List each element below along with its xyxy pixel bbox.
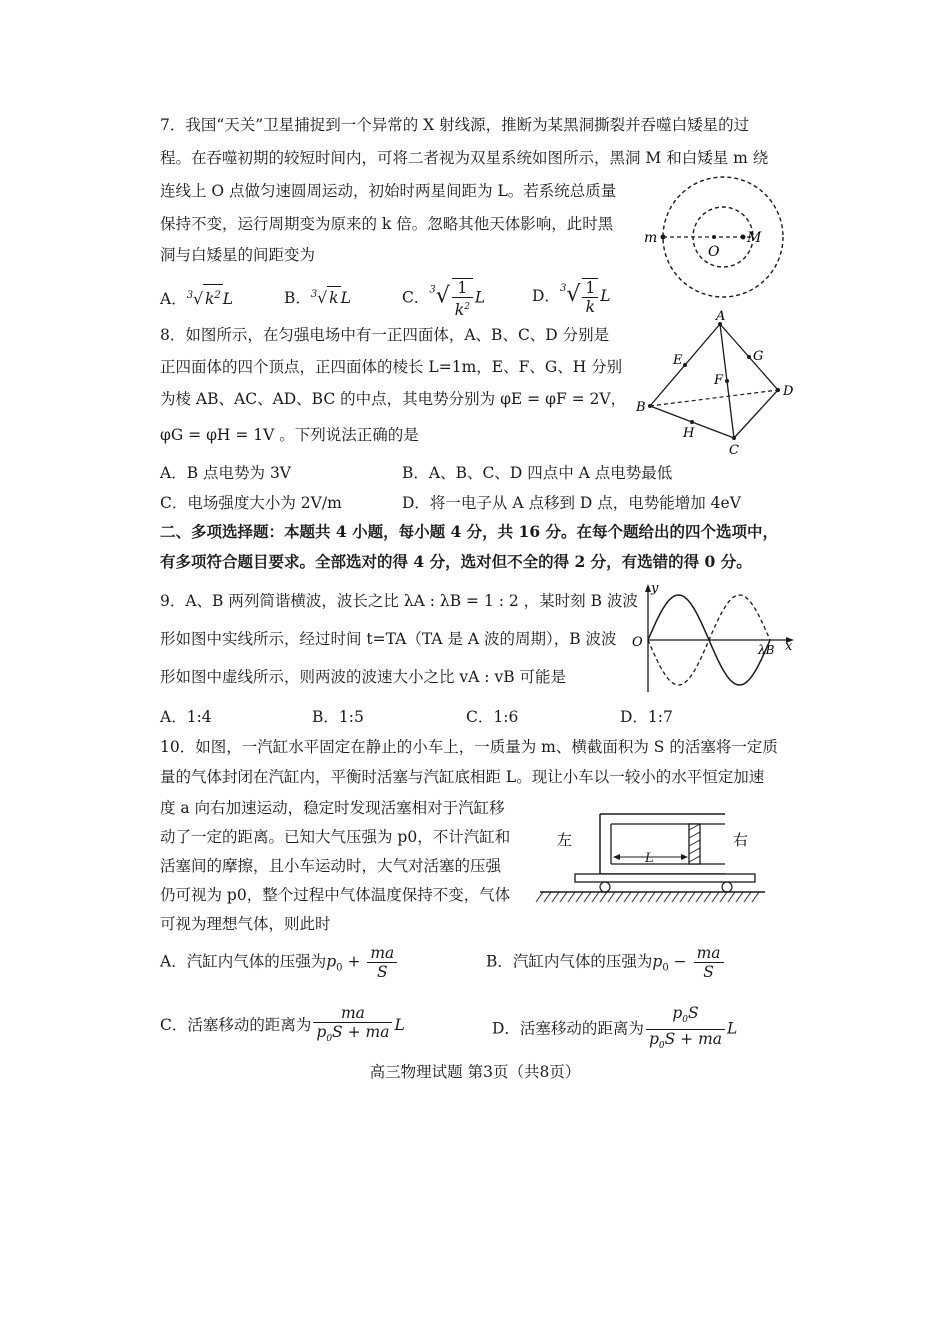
q9-option-a: A．1:4 <box>160 708 212 726</box>
q10-line-1: 10．如图，一汽缸水平固定在静止的小车上，一质量为 m、横截面积为 S 的活塞将一定质 <box>160 738 778 756</box>
q8-label-E: E <box>673 353 683 368</box>
q10-line-4: 动了一定的距离。已知大气压强为 p0，不计汽缸和 <box>160 828 511 846</box>
q7-label-m: m <box>644 230 658 246</box>
q8-line-2: 正四面体的四个顶点，正四面体的棱长 L=1m，E、F、G、H 分别 <box>160 358 623 376</box>
q10-line-3: 度 a 向右加速运动，稳定时发现活塞相对于汽缸移 <box>160 799 505 817</box>
q9-line-2: 形如图中实线所示，经过时间 t=TA（TA 是 A 波的周期），B 波波 <box>160 630 617 648</box>
q8-tetrahedron-figure <box>628 310 803 460</box>
q7-option-d-label: D． <box>532 287 560 305</box>
q9-option-b: B．1:5 <box>312 708 364 726</box>
q10-option-d: D．活塞移动的距离为 $\frac{p_0S}{p_0S + ma}$ L <box>492 1004 738 1052</box>
q10-line-5: 活塞间的摩擦，且小车运动时，大气对活塞的压强 <box>160 857 502 875</box>
q10-option-c-label: C．活塞移动的距离为 <box>160 1016 312 1035</box>
q10-option-d-label: D．活塞移动的距离为 <box>492 1019 644 1038</box>
q9-option-d: D．1:7 <box>620 708 673 726</box>
q8-label-A: A <box>716 309 726 324</box>
q7-option-d: D．$^3$√ $\frac{1}{k}$ L <box>532 279 611 316</box>
q10-label-L: L <box>645 851 654 866</box>
q8-label-H: H <box>683 426 695 441</box>
q7-line-2: 程。在吞噬初期的较短时间内，可将二者视为双星系统如图所示，黑洞 M 和白矮星 m 绕 <box>160 149 769 167</box>
q8-option-d: D．将一电子从 A 点移到 D 点，电势能增加 4eV <box>402 494 741 512</box>
q7-binary-star-figure <box>644 172 788 302</box>
q10-line-7: 可视为理想气体，则此时 <box>160 915 331 933</box>
q8-line-3: 为棱 AB、AC、AD、BC 的中点，其电势分别为 φE = φF = 2V， <box>160 390 627 408</box>
q8-label-D: D <box>783 384 794 399</box>
q9-label-lambda: λB <box>758 643 775 657</box>
q7-line-5: 洞与白矮星的间距变为 <box>160 246 316 264</box>
q9-waveform-figure <box>628 580 800 698</box>
q8-option-a: A．B 点电势为 3V <box>160 464 291 482</box>
q7-line-1: 7．我国“天关”卫星捕捉到一个异常的 X 射线源，推断为某黑洞撕裂并吞噬白矮星的过 <box>160 116 750 134</box>
q9-label-x: x <box>785 639 793 654</box>
q9-option-c: C．1:6 <box>466 708 519 726</box>
q8-label-B: B <box>636 400 646 415</box>
q10-option-b: B．汽缸内气体的压强为$p_0$ − $\frac{ma}{S}$ <box>486 944 726 981</box>
q7-line-3: 连线上 O 点做匀速圆周运动，初始时两星间距为 L。若系统总质量 <box>160 182 617 200</box>
q8-label-C: C <box>729 443 739 458</box>
q9-label-y: y <box>651 581 659 596</box>
q10-option-a-label: A．汽缸内气体的压强为 <box>160 952 327 971</box>
q7-label-M: M <box>747 230 762 246</box>
q7-option-c: C．$^3$√ $\frac{1}{k^2}$ L <box>402 279 486 320</box>
q10-option-a: A．汽缸内气体的压强为$p_0$ + $\frac{ma}{S}$ <box>160 944 399 981</box>
q8-line-4: φG = φH = 1V 。下列说法正确的是 <box>160 426 419 444</box>
q8-label-F: F <box>714 373 724 388</box>
q7-label-O: O <box>708 244 720 260</box>
q10-option-b-label: B．汽缸内气体的压强为 <box>486 952 653 971</box>
q8-option-c: C．电场强度大小为 2V/m <box>160 494 342 512</box>
q10-label-right: 右 <box>733 831 749 849</box>
q10-line-6: 仍可视为 p0，整个过程中气体温度保持不变，气体 <box>160 886 511 904</box>
q8-line-1: 8．如图所示，在匀强电场中有一正四面体，A、B、C、D 分别是 <box>160 326 610 344</box>
section-2-heading-line-1: 二、多项选择题：本题共 4 小题，每小题 4 分，共 16 分。在每个题给出的四个选项中， <box>160 522 779 541</box>
page-footer: 高三物理试题 第3页（共8页） <box>369 1063 581 1081</box>
q8-option-b: B．A、B、C、D 四点中 A 点电势最低 <box>402 464 673 482</box>
q7-option-c-label: C． <box>402 288 430 307</box>
q7-option-a: A．$^3$√ $k^2$ L <box>160 284 233 310</box>
q7-line-4: 保持不变，运行周期变为原来的 k 倍。忽略其他天体影响，此时黑 <box>160 215 614 233</box>
section-2-heading-line-2: 有多项符合题目要求。全部选对的得 4 分，选对但不全的得 2 分，有选错的得 0 分。 <box>160 552 752 571</box>
q9-line-3: 形如图中虚线所示，则两波的波速大小之比 vA : vB 可能是 <box>160 668 567 686</box>
q8-label-G: G <box>753 349 764 364</box>
q7-option-b-label: B． <box>284 289 311 307</box>
q7-option-a-label: A． <box>160 290 187 309</box>
q7-option-b: B．$^3$√ k L <box>284 284 351 309</box>
q10-cylinder-cart-figure <box>535 806 770 910</box>
q10-option-c: C．活塞移动的距离为 $\frac{ma}{p_0S + ma}$ L <box>160 1004 405 1045</box>
q9-line-1: 9．A、B 两列简谐横波，波长之比 λA : λB = 1 : 2 ，某时刻 B 波波 <box>160 592 638 610</box>
q10-label-left: 左 <box>557 831 573 849</box>
q10-line-2: 量的气体封闭在汽缸内，平衡时活塞与汽缸底相距 L。现让小车以一较小的水平恒定加速 <box>160 768 765 786</box>
q9-label-O: O <box>632 635 643 650</box>
